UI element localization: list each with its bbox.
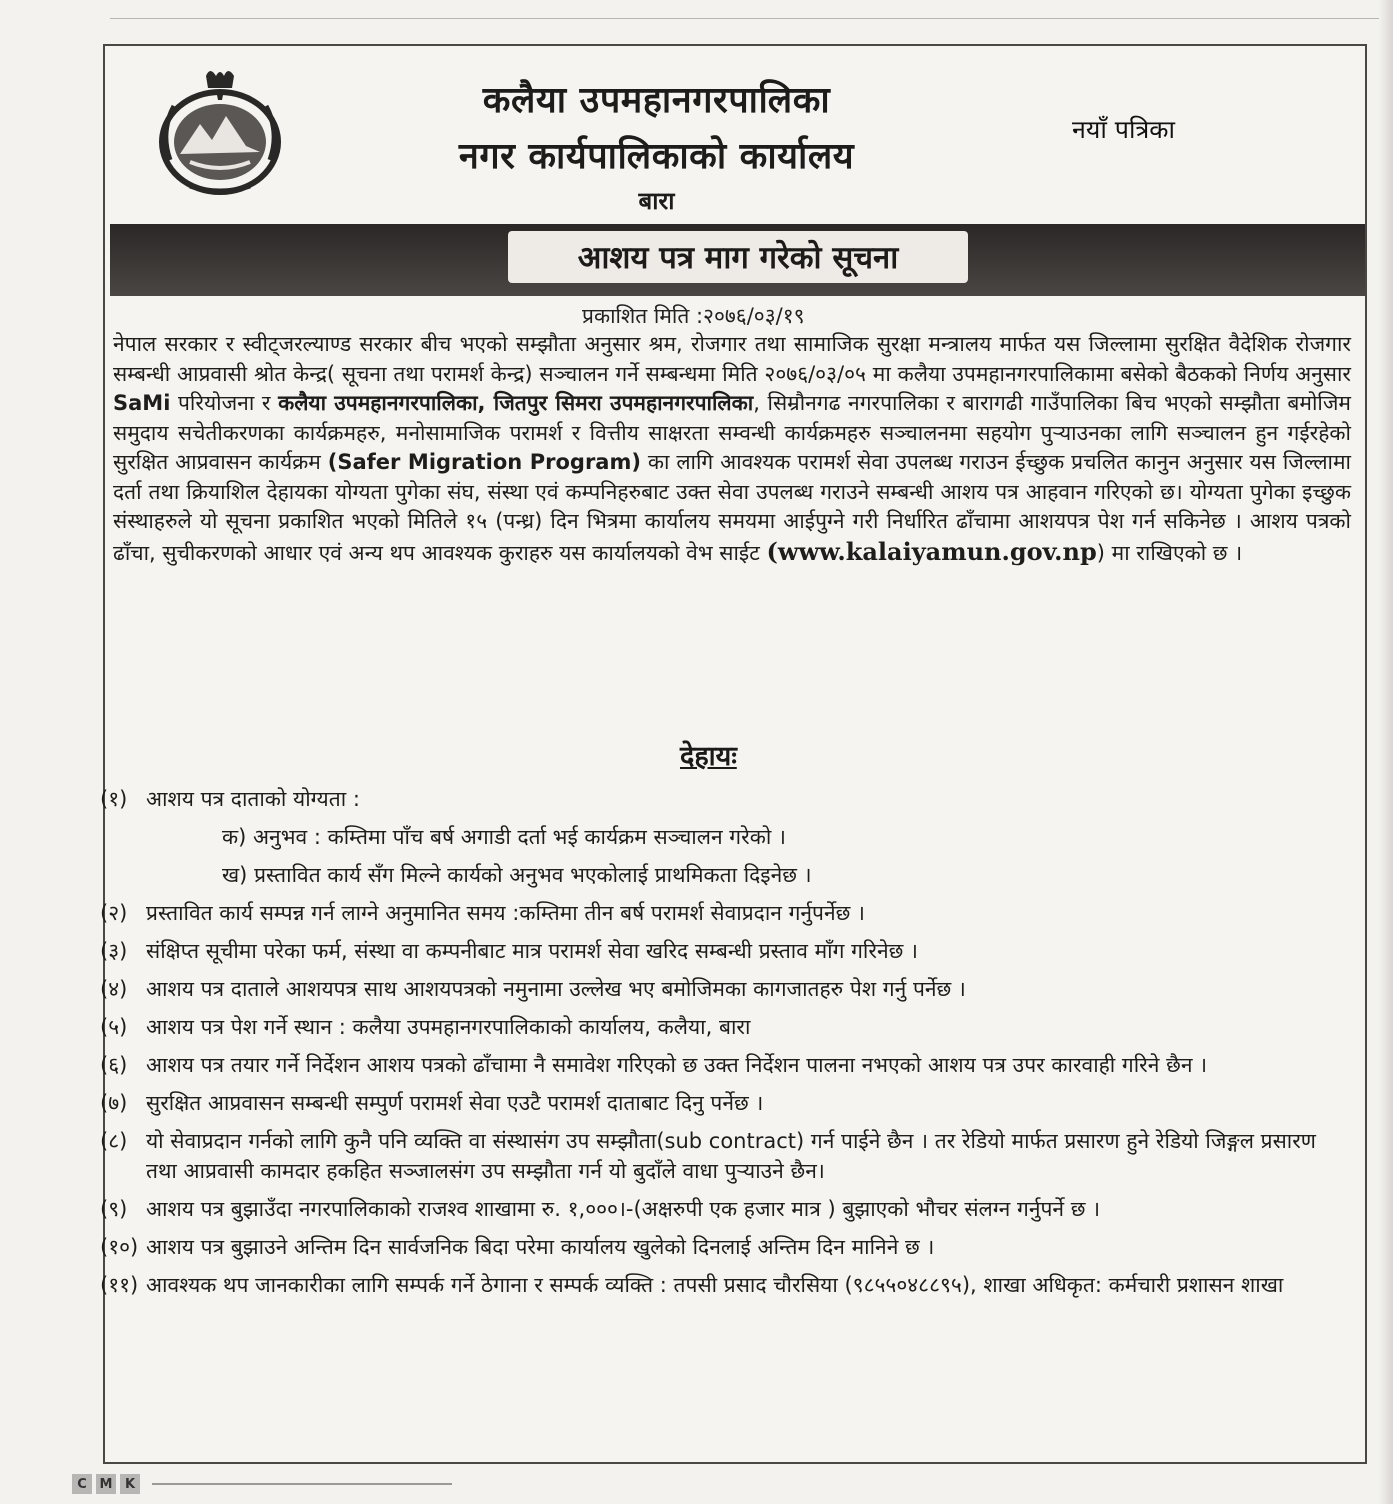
item-text: संक्षिप्त सूचीमा परेका फर्म, संस्था वा कम्पनीबाट मात्र परामर्श सेवा खरिद सम्बन्धी प्रस्ताव माँग गरिनेछ । [146,939,918,963]
district-name: बारा [638,187,675,215]
newspaper-name: नयाँ पत्रिका [1072,115,1175,144]
list-item [100,1126,1350,1186]
body-text-1: नेपाल सरकार र स्वीट्जरल्याण्ड सरकार बीच भएको सम्झौता अनुसार श्रम, रोजगार तथा सामाजिक सुरक्षा मन्त्रालय मार्फत यस जिल्लामा सुरक्षित वैदेशिक रोजगार सम्बन्धी आप्रवासी श्रोत केन्द्र( सूचना तथा परामर्श केन्द्र) सञ्चालन गर्ने सम्बन्धमा मिति २०७६/०३/०५ मा कलैया उपमहानगरपालिकामा बसेको बैठकको निर्णय अनुसार [113,332,1351,386]
cyan-mark: C [72,1474,92,1494]
item-number: (१०) [100,1235,139,1259]
list-item [100,974,1350,1004]
item-number: (११) [100,1273,139,1297]
item-number: (२) [100,901,128,925]
requirements-list [100,784,1350,1308]
page-shadow [1379,0,1393,1504]
website-link: (www.kalaiyamun.gov.np [766,536,1097,566]
list-item [100,898,1350,928]
list-item [100,784,1350,890]
notice-body [113,330,1351,568]
list-item [100,1232,1350,1262]
body-text-2: परियोजना र [170,391,279,415]
body-text-4: का लागि आवश्यक परामर्श सेवा उपलब्ध गराउन ईच्छुक प्रचलित कानुन अनुसार यस जिल्लामा दर्ता तथा क्रियाशिल देहायका योग्यता पुगेका संघ, संस्था एवं कम्पनिहरुबाट उक्त सेवा उपलब्ध गराउने सम्बन्धी आशय पत्र आहवान गरिएको छ। योग्यता पुगेका इच्छुक संस्थाहरुले यो सूचना प्रकाशित भएको मितिले १५ (पन्ध्र) दिन भित्रमा कार्यालय समयमा आईपुग्ने गरी निर्धारित ढाँचामा आशयपत्र पेश गर्न सकिनेछ । आशय पत्रको ढाँचा, सुचीकरणको आधार एवं अन्य थप आवश्यक कुराहरु यस कार्यालयको वेभ साईट [113,450,1351,565]
list-item [100,1012,1350,1042]
item-text: आशय पत्र बुझाउने अन्तिम दिन सार्वजनिक बिदा परेमा कार्यालय खुलेको दिनलाई अन्तिम दिन मानिने छ । [146,1235,935,1259]
item-text: आशय पत्र पेश गर्ने स्थान : कलैया उपमहानगरपालिकाको कार्यालय, कलैया, बारा [146,1015,751,1039]
list-item [100,936,1350,966]
office-name: नगर कार्यपालिकाको कार्यालय [458,136,855,177]
item-text: आवश्यक थप जानकारीका लागि सम्पर्क गर्ने ठेगाना र सम्पर्क व्यक्ति : तपसी प्रसाद चौरसिया (९८५५०४८८९५), शाखा अधिकृत: कर्मचारी प्रशासन शाखा [146,1273,1284,1297]
sub-item-label: क) [222,825,247,849]
body-text-3: , सिम्रौनगढ नगरपालिका र बारागढी गाउँपालिका बिच भएको सम्झौता बमोजिम समुदाय सचेतीकरणका कार्यक्रमहरु, मनोसामाजिक परामर्श र वित्तीय साक्षरता सम्वन्धी कार्यक्रमहरु सञ्चालनमा सहयोग पुर्‍याउनका लागि सञ्चालन हुन गईरहेको सुरक्षित आप्रवासन कार्यक्रम [113,391,1351,474]
sami-project: SaMi [113,391,171,415]
list-item [100,1194,1350,1224]
sub-item-text: प्रस्तावित कार्य सँग मिल्ने कार्यको अनुभव भएकोलाई प्राथमिकता दिइनेछ । [254,863,812,887]
registration-line [152,1483,452,1485]
org-name: कलैया उपमहानगरपालिका [482,80,831,121]
item-text: प्रस्तावित कार्य सम्पन्न गर्न लाग्ने अनुमानित समय :कम्तिमा तीन बर्ष परामर्श सेवाप्रदान गर्नुपर्नेछ । [146,901,866,925]
item-number: (५) [100,1015,128,1039]
municipalities: कलैया उपमहानगरपालिका, जितपुर सिमरा उपमहानगरपालिका [278,391,754,415]
list-item [100,1088,1350,1118]
item-text: आशय पत्र तयार गर्ने निर्देशन आशय पत्रको ढाँचामा नै समावेश गरिएको छ उक्त निर्देशन पालना नभएको आशय पत्र उपर कारवाही गरिने छैन । [146,1053,1208,1077]
item-number: (९) [100,1197,128,1221]
item-text: आशय पत्र दाताको योग्यता : [146,787,360,811]
item-number: (६) [100,1053,128,1077]
paper-edge-line [110,18,1393,19]
item-number: (८) [100,1129,128,1153]
item-text: सुरक्षित आप्रवासन सम्बन्धी सम्पुर्ण परामर्श सेवा एउटै परामर्श दाताबाट दिनु पर्नेछ । [146,1091,764,1115]
magenta-mark: M [96,1474,116,1494]
list-item [100,1050,1350,1080]
item-number: (१) [100,787,128,811]
print-registration-marks [72,1474,452,1494]
sub-item [146,822,1350,852]
section-heading: देहायः [680,741,737,772]
item-text: यो सेवाप्रदान गर्नको लागि कुनै पनि व्यक्ति वा संस्थासंग उप सम्झौता(sub contract) गर्न पाईने छैन । तर रेडियो मार्फत प्रसारण हुने रेडियो जिङ्गल प्रसारण तथा आप्रवासी कामदार हकहित सञ्जालसंग उप सम्झौता गर्न यो बुदाँले वाधा पुर्‍याउने छैन। [146,1129,1316,1183]
sub-item-text: अनुभव : कम्तिमा पाँच बर्ष अगाडी दर्ता भई कार्यक्रम सञ्चालन गरेको । [253,825,786,849]
list-item [100,1270,1350,1300]
item-text: आशय पत्र दाताले आशयपत्र साथ आशयपत्रको नमुनामा उल्लेख भए बमोजिमका कागजातहरु पेश गर्नु पर्नेछ । [146,977,966,1001]
sub-item-label: ख) [222,863,248,887]
sub-item [146,860,1350,890]
notice-title: आशय पत्र माग गरेको सूचना [508,231,968,283]
published-date: प्रकाशित मिति :२०७६/०३/१९ [582,304,805,328]
item-text: आशय पत्र बुझाउँदा नगरपालिकाको राजश्व शाखामा रु. १,०००।-(अक्षरुपी एक हजार मात्र ) बुझाएको भौचर संलग्न गर्नुपर्ने छ । [146,1197,1101,1221]
item-number: (३) [100,939,128,963]
body-text-5: ) मा राखिएको छ । [1096,540,1243,565]
item-number: (४) [100,977,128,1001]
black-mark: K [120,1474,140,1494]
program-name: (Safer Migration Program) [327,450,641,474]
item-number: (७) [100,1091,128,1115]
